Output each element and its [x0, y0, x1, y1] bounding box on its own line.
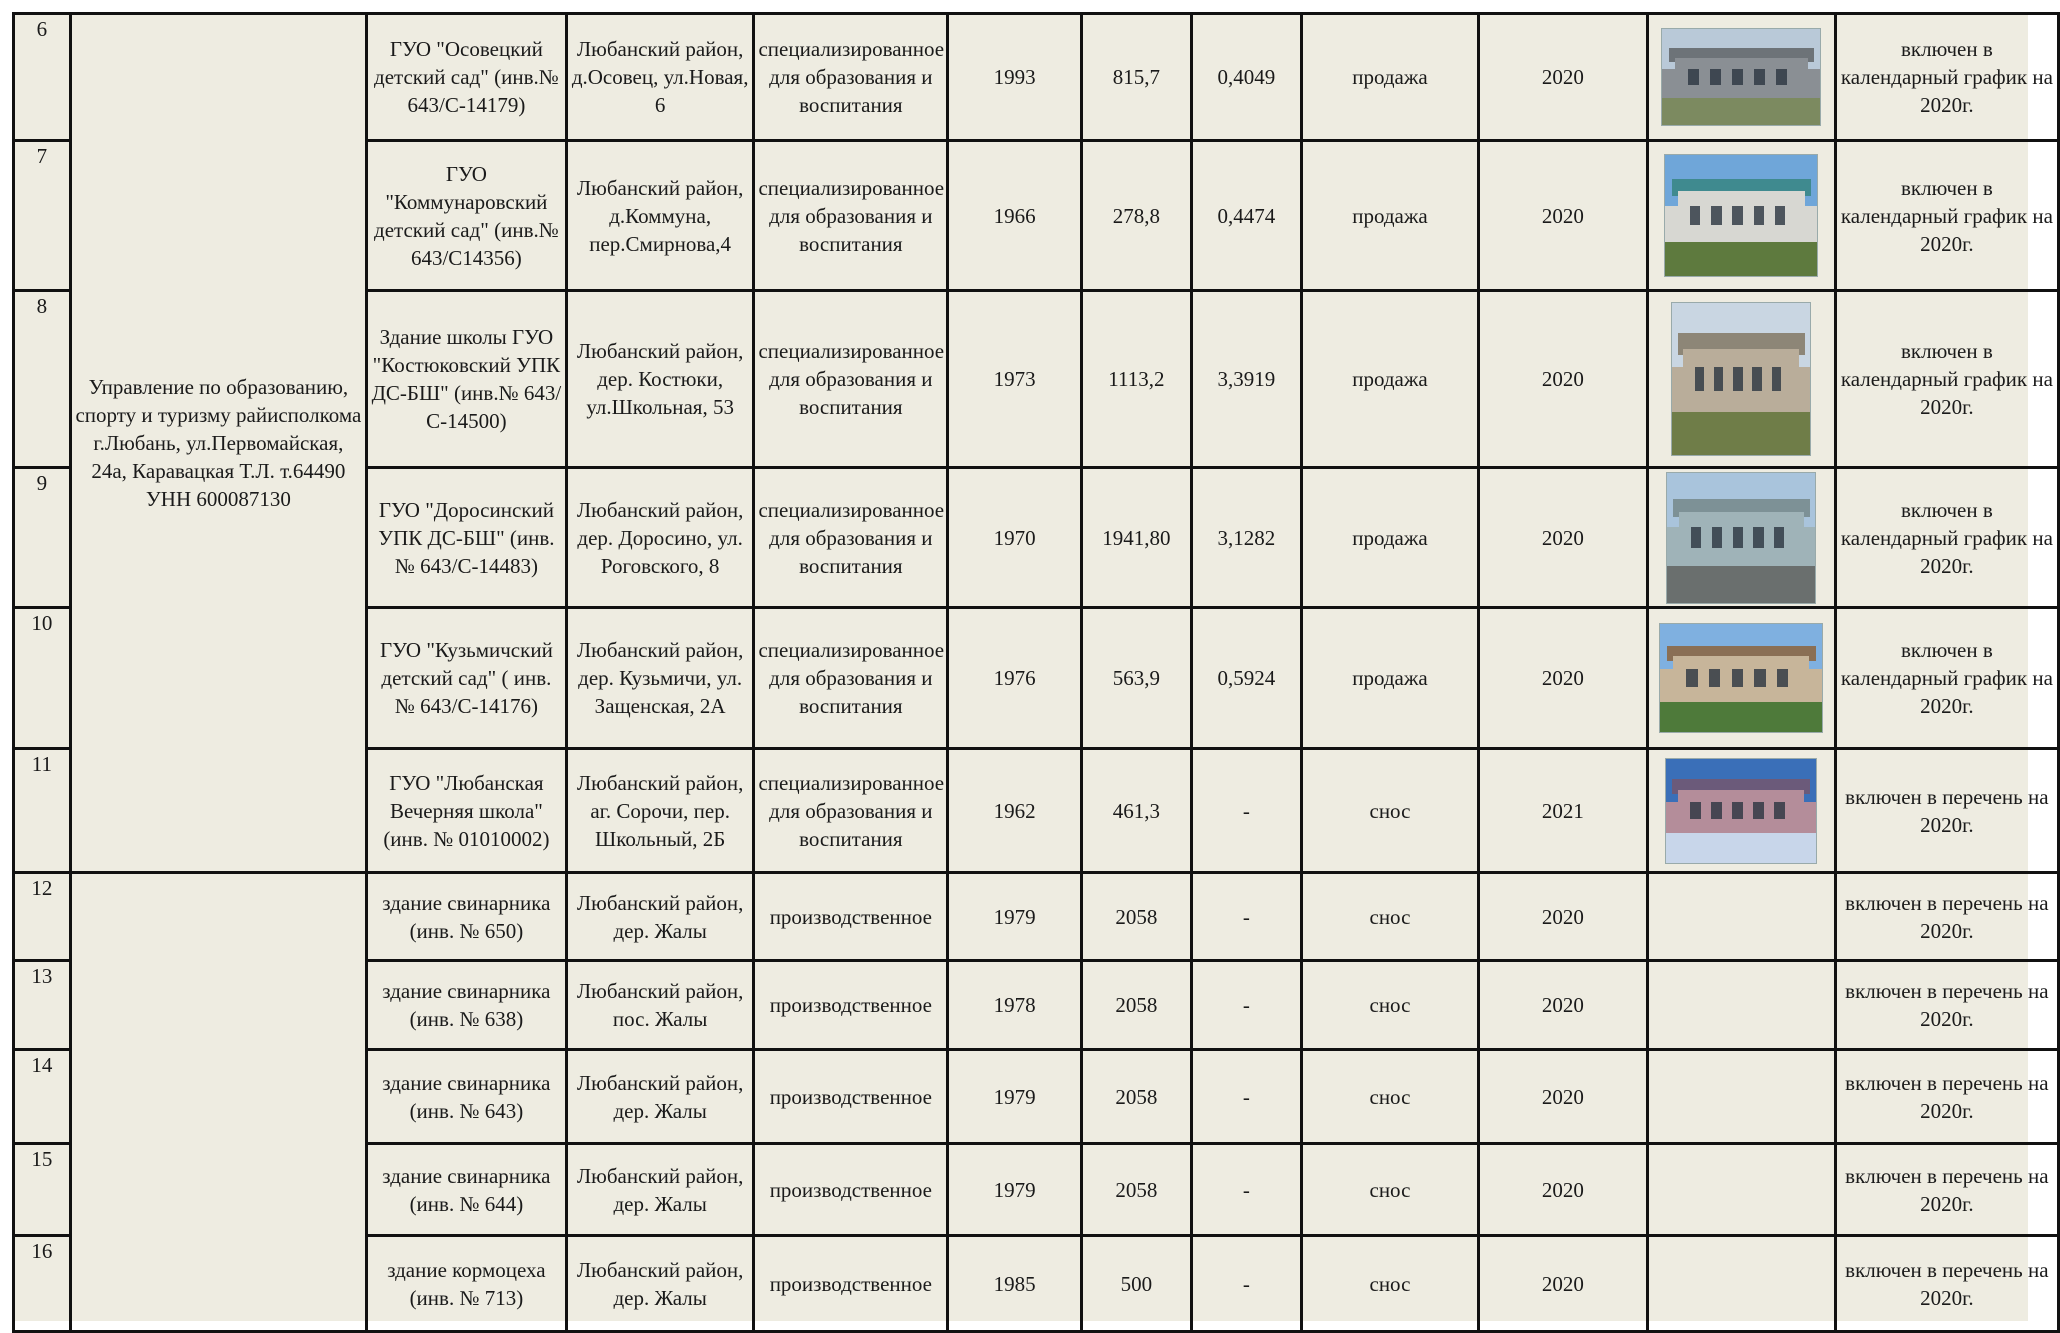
disposal-method-cell[interactable]: снос: [1302, 1050, 1479, 1144]
land-area-cell[interactable]: -: [1191, 1236, 1302, 1332]
status-cell[interactable]: включен в календарный график на 2020г.: [1835, 468, 2058, 608]
photo-cell[interactable]: [1648, 141, 1836, 291]
object-name-cell[interactable]: ГУО "Доросинский УПК ДС-БШ" (инв.№ 643/С-14483): [366, 468, 566, 608]
disposal-method-cell[interactable]: продажа: [1302, 468, 1479, 608]
year-cell[interactable]: 1966: [948, 141, 1082, 291]
osovets-kindergarten-photo: [1661, 28, 1821, 126]
purpose-cell[interactable]: специализированное для образования и воспитания: [754, 14, 948, 141]
status-cell[interactable]: включен в календарный график на 2020г.: [1835, 141, 2058, 291]
disposal-method-cell[interactable]: снос: [1302, 873, 1479, 961]
row-number-cell[interactable]: 16: [14, 1236, 71, 1332]
table-row: [14, 873, 2059, 961]
plan-year-cell[interactable]: 2020: [1478, 1236, 1647, 1332]
purpose-cell[interactable]: производственное: [754, 1050, 948, 1144]
address-cell[interactable]: Любанский район, д.Осовец, ул.Новая, 6: [566, 14, 754, 141]
dorosino-school-photo: [1666, 472, 1816, 604]
row-number-cell[interactable]: 14: [14, 1050, 71, 1144]
kommuna-kindergarten-photo: [1664, 154, 1818, 277]
row-number-cell[interactable]: 15: [14, 1144, 71, 1236]
evening-school-photo: [1665, 758, 1817, 864]
area-cell[interactable]: 2058: [1082, 961, 1192, 1050]
land-area-cell[interactable]: -: [1191, 961, 1302, 1050]
address-cell[interactable]: Любанский район, д.Коммуна, пер.Смирнова,4: [566, 141, 754, 291]
status-cell[interactable]: включен в календарный график на 2020г.: [1835, 14, 2058, 141]
row-number-cell[interactable]: 9: [14, 468, 71, 608]
photo-cell[interactable]: [1648, 873, 1836, 961]
organization-cell[interactable]: [70, 873, 366, 1332]
disposal-method-cell[interactable]: снос: [1302, 1144, 1479, 1236]
photo-cell[interactable]: [1648, 608, 1836, 749]
land-area-cell[interactable]: 3,1282: [1191, 468, 1302, 608]
land-area-cell[interactable]: 0,4474: [1191, 141, 1302, 291]
disposal-method-cell[interactable]: продажа: [1302, 141, 1479, 291]
plan-year-cell[interactable]: 2020: [1478, 1144, 1647, 1236]
plan-year-cell[interactable]: 2020: [1478, 291, 1647, 468]
photo-cell[interactable]: [1648, 14, 1836, 141]
plan-year-cell[interactable]: 2020: [1478, 608, 1647, 749]
object-name-cell[interactable]: ГУО "Осовецкий детский сад" (инв.№ 643/С-14179): [366, 14, 566, 141]
address-cell[interactable]: Любанский район, дер. Жалы: [566, 1050, 754, 1144]
address-cell[interactable]: Любанский район, дер. Жалы: [566, 873, 754, 961]
land-area-cell[interactable]: -: [1191, 1144, 1302, 1236]
address-cell[interactable]: Любанский район, дер. Кузьмичи, ул. Защенская, 2А: [566, 608, 754, 749]
area-cell[interactable]: 2058: [1082, 1050, 1192, 1144]
area-cell[interactable]: 2058: [1082, 873, 1192, 961]
land-area-cell[interactable]: -: [1191, 749, 1302, 873]
object-name-cell[interactable]: ГУО "Кузьмичский детский сад" ( инв. № 643/С-14176): [366, 608, 566, 749]
status-cell[interactable]: включен в перечень на 2020г.: [1835, 873, 2058, 961]
purpose-cell[interactable]: специализированное для образования и воспитания: [754, 608, 948, 749]
status-cell[interactable]: включен в перечень на 2020г.: [1835, 1144, 2058, 1236]
year-cell[interactable]: 1979: [948, 1050, 1082, 1144]
plan-year-cell[interactable]: 2020: [1478, 873, 1647, 961]
kostyuki-school-photo: [1671, 302, 1811, 456]
land-area-cell[interactable]: -: [1191, 1050, 1302, 1144]
table-body: [14, 14, 2059, 1332]
row-number-cell[interactable]: 13: [14, 961, 71, 1050]
object-name-cell[interactable]: здание свинарника (инв. № 643): [366, 1050, 566, 1144]
photo-cell[interactable]: [1648, 961, 1836, 1050]
status-cell[interactable]: включен в перечень на 2020г.: [1835, 1050, 2058, 1144]
row-number-cell[interactable]: 12: [14, 873, 71, 961]
purpose-cell[interactable]: специализированное для образования и воспитания: [754, 141, 948, 291]
row-number-cell[interactable]: 11: [14, 749, 71, 873]
plan-year-cell[interactable]: 2020: [1478, 961, 1647, 1050]
purpose-cell[interactable]: специализированное для образования и воспитания: [754, 468, 948, 608]
area-cell[interactable]: 2058: [1082, 1144, 1192, 1236]
area-cell[interactable]: 500: [1082, 1236, 1192, 1332]
year-cell[interactable]: 1973: [948, 291, 1082, 468]
photo-cell[interactable]: [1648, 1144, 1836, 1236]
disposal-method-cell[interactable]: снос: [1302, 961, 1479, 1050]
address-cell[interactable]: Любанский район, дер. Костюки, ул.Школьная, 53: [566, 291, 754, 468]
disposal-method-cell[interactable]: снос: [1302, 1236, 1479, 1332]
object-name-cell[interactable]: здание кормоцеха (инв. № 713): [366, 1236, 566, 1332]
kuzmichi-kindergarten-photo: [1659, 623, 1823, 733]
object-name-cell[interactable]: здание свинарника (инв. № 650): [366, 873, 566, 961]
status-cell[interactable]: включен в перечень на 2020г.: [1835, 749, 2058, 873]
year-cell[interactable]: 1962: [948, 749, 1082, 873]
address-cell[interactable]: Любанский район, дер. Жалы: [566, 1236, 754, 1332]
address-cell[interactable]: Любанский район, пос. Жалы: [566, 961, 754, 1050]
plan-year-cell[interactable]: 2021: [1478, 749, 1647, 873]
purpose-cell[interactable]: производственное: [754, 1144, 948, 1236]
plan-year-cell[interactable]: 2020: [1478, 1050, 1647, 1144]
area-cell[interactable]: 1941,80: [1082, 468, 1192, 608]
organization-cell[interactable]: Управление по образованию, спорту и туризму райисполкома г.Любань, ул.Первомайская, 24а, Каравацкая Т.Л. т.64490 УНН 600087130: [70, 14, 366, 873]
area-cell[interactable]: 563,9: [1082, 608, 1192, 749]
area-cell[interactable]: 278,8: [1082, 141, 1192, 291]
land-area-cell[interactable]: 3,3919: [1191, 291, 1302, 468]
plan-year-cell[interactable]: 2020: [1478, 141, 1647, 291]
object-name-cell[interactable]: Здание школы ГУО "Костюковский УПК ДС-БШ" (инв.№ 643/С-14500): [366, 291, 566, 468]
row-number-cell[interactable]: 8: [14, 291, 71, 468]
year-cell[interactable]: 1978: [948, 961, 1082, 1050]
purpose-cell[interactable]: производственное: [754, 961, 948, 1050]
address-cell[interactable]: Любанский район, аг. Сорочи, пер. Школьный, 2Б: [566, 749, 754, 873]
status-cell[interactable]: включен в календарный график на 2020г.: [1835, 291, 2058, 468]
address-cell[interactable]: Любанский район, дер. Жалы: [566, 1144, 754, 1236]
disposal-method-cell[interactable]: снос: [1302, 749, 1479, 873]
status-cell[interactable]: включен в перечень на 2020г.: [1835, 961, 2058, 1050]
year-cell[interactable]: 1979: [948, 873, 1082, 961]
photo-cell[interactable]: [1648, 468, 1836, 608]
land-area-cell[interactable]: -: [1191, 873, 1302, 961]
disposal-method-cell[interactable]: продажа: [1302, 291, 1479, 468]
year-cell[interactable]: 1976: [948, 608, 1082, 749]
purpose-cell[interactable]: специализированное для образования и воспитания: [754, 749, 948, 873]
address-cell[interactable]: Любанский район, дер. Доросино, ул. Роговского, 8: [566, 468, 754, 608]
photo-cell[interactable]: [1648, 1050, 1836, 1144]
purpose-cell[interactable]: производственное: [754, 873, 948, 961]
photo-cell[interactable]: [1648, 1236, 1836, 1332]
spreadsheet-sheet: [12, 12, 2053, 1321]
object-name-cell[interactable]: ГУО "Любанская Вечерняя школа" (инв. № 01010002): [366, 749, 566, 873]
disposal-method-cell[interactable]: продажа: [1302, 608, 1479, 749]
status-cell[interactable]: включен в календарный график на 2020г.: [1835, 608, 2058, 749]
land-area-cell[interactable]: 0,4049: [1191, 14, 1302, 141]
object-name-cell[interactable]: здание свинарника (инв. № 638): [366, 961, 566, 1050]
area-cell[interactable]: 815,7: [1082, 14, 1192, 141]
table-row: [14, 14, 2059, 141]
photo-cell[interactable]: [1648, 291, 1836, 468]
photo-cell[interactable]: [1648, 749, 1836, 873]
year-cell[interactable]: 1993: [948, 14, 1082, 141]
disposal-method-cell[interactable]: продажа: [1302, 14, 1479, 141]
plan-year-cell[interactable]: 2020: [1478, 468, 1647, 608]
row-number-cell[interactable]: 10: [14, 608, 71, 749]
area-cell[interactable]: 461,3: [1082, 749, 1192, 873]
year-cell[interactable]: 1970: [948, 468, 1082, 608]
purpose-cell[interactable]: специализированное для образования и воспитания: [754, 291, 948, 468]
property-table: [12, 12, 2060, 1333]
status-cell[interactable]: включен в перечень на 2020г.: [1835, 1236, 2058, 1332]
land-area-cell[interactable]: 0,5924: [1191, 608, 1302, 749]
purpose-cell[interactable]: производственное: [754, 1236, 948, 1332]
year-cell[interactable]: 1979: [948, 1144, 1082, 1236]
year-cell[interactable]: 1985: [948, 1236, 1082, 1332]
area-cell[interactable]: 1113,2: [1082, 291, 1192, 468]
object-name-cell[interactable]: ГУО "Коммунаровский детский сад" (инв.№ 643/С14356): [366, 141, 566, 291]
row-number-cell[interactable]: 7: [14, 141, 71, 291]
object-name-cell[interactable]: здание свинарника (инв. № 644): [366, 1144, 566, 1236]
row-number-cell[interactable]: 6: [14, 14, 71, 141]
plan-year-cell[interactable]: 2020: [1478, 14, 1647, 141]
